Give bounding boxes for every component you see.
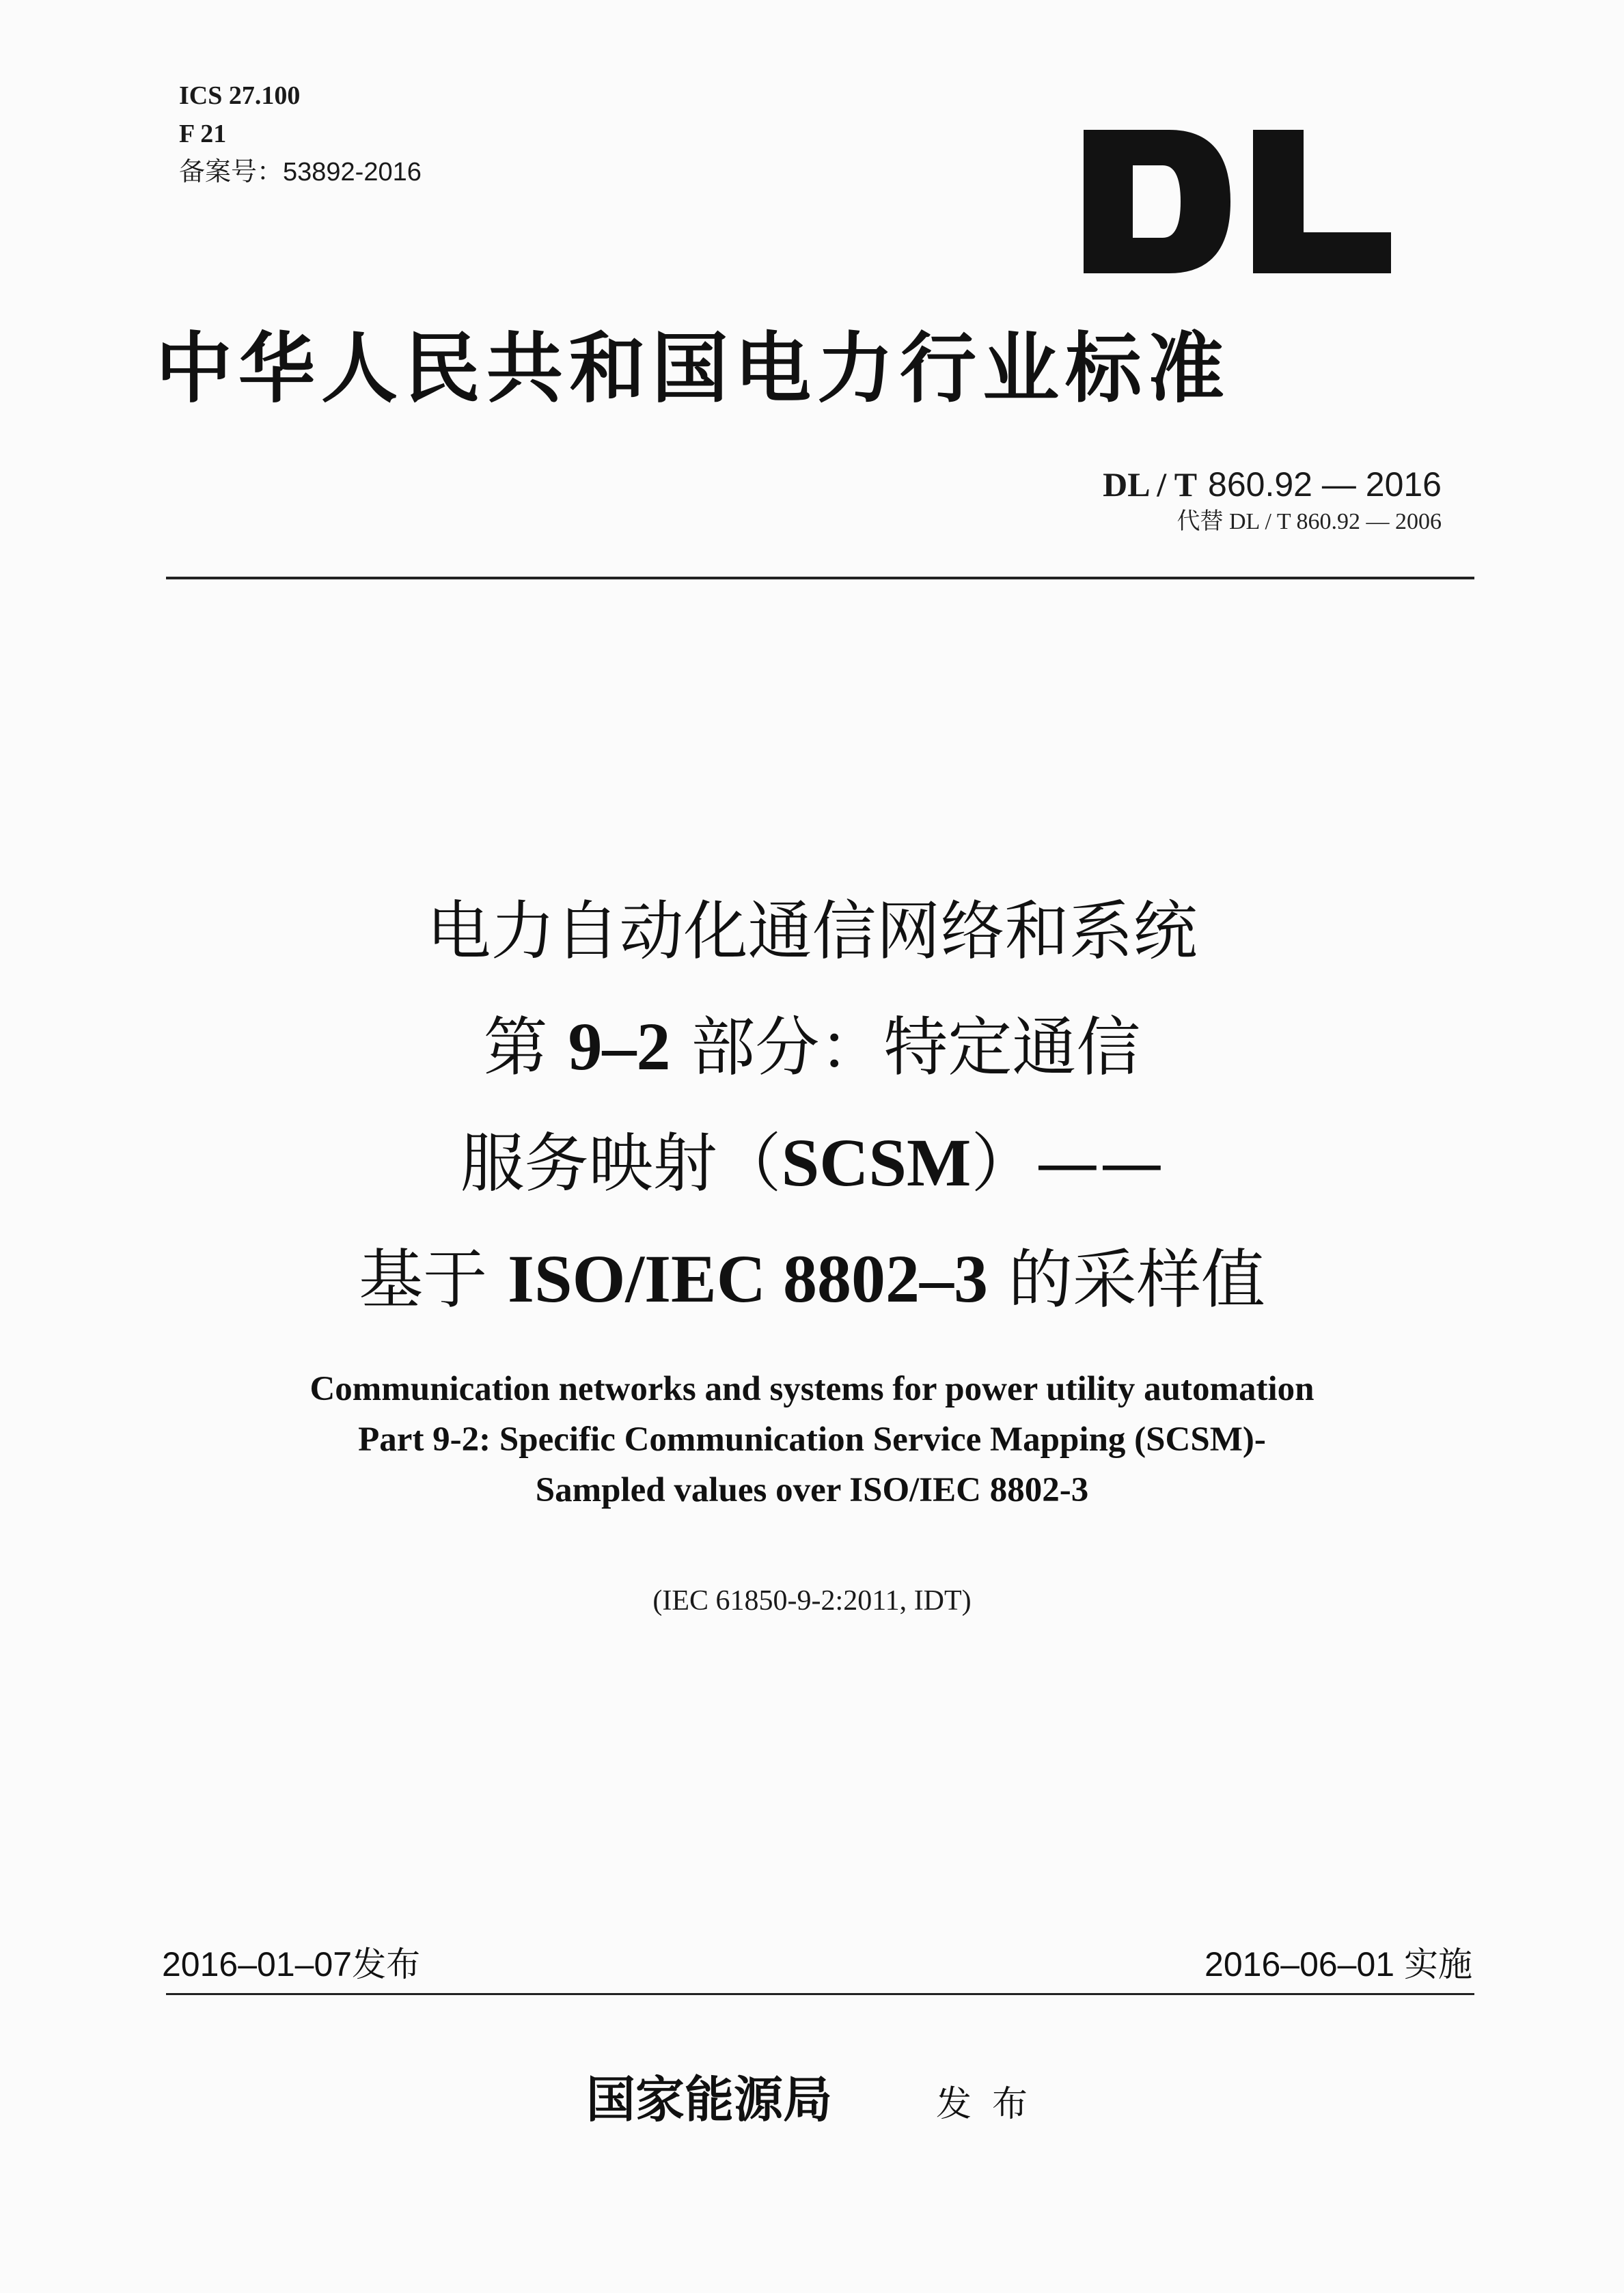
ics-code: ICS 27.100 — [179, 81, 301, 110]
chinese-title-line-1: 电力自动化通信网络和系统 — [426, 894, 1198, 969]
english-title-line-2: Part 9-2: Specific Communication Service Mapping (SCSM)- — [358, 1420, 1266, 1459]
logo-letter-d — [1084, 130, 1230, 273]
publisher-name: 国家能源局 — [586, 2070, 833, 2128]
dl-logo — [1084, 130, 1391, 273]
english-title — [0, 1364, 1624, 1515]
logo-letter-l — [1253, 130, 1391, 273]
standard-code-prefix: DL / T — [1103, 465, 1198, 504]
ccs-code: F 21 — [179, 120, 227, 148]
chinese-title-line-3: 服务映射（SCSM）—— — [460, 1125, 1164, 1201]
header-divider — [166, 577, 1474, 579]
publish-date: 2016–01–07发布 — [162, 1945, 421, 1983]
classification-block — [179, 77, 422, 191]
english-title-line-3: Sampled values over ISO/IEC 8802-3 — [535, 1471, 1089, 1509]
publisher-issued-label: 发布 — [936, 2084, 1049, 2125]
standard-code-number: 860.92 — 2016 — [1208, 465, 1442, 504]
chinese-title-line-2: 第 9–2 部分：特定通信 — [483, 1008, 1141, 1085]
chinese-title — [0, 875, 1624, 1338]
effective-date: 2016–06–01 实施 — [1205, 1945, 1472, 1983]
standard-code — [1103, 462, 1442, 507]
chinese-title-line-4: 基于 ISO/IEC 8802–3 的采样值 — [359, 1241, 1265, 1317]
filing-number: 备案号：53892-2016 — [179, 158, 422, 187]
replaces-standard: 代替 DL / T 860.92 — 2006 — [1176, 509, 1442, 534]
iec-equivalence: (IEC 61850-9-2:2011, IDT) — [652, 1585, 972, 1617]
english-title-line-1: Communication networks and systems for power utility automation — [309, 1370, 1315, 1408]
footer-divider — [166, 1993, 1474, 1995]
standard-code-block — [1103, 462, 1442, 537]
standard-type-title: 中华人民共和国电力行业标准 — [156, 324, 1230, 413]
